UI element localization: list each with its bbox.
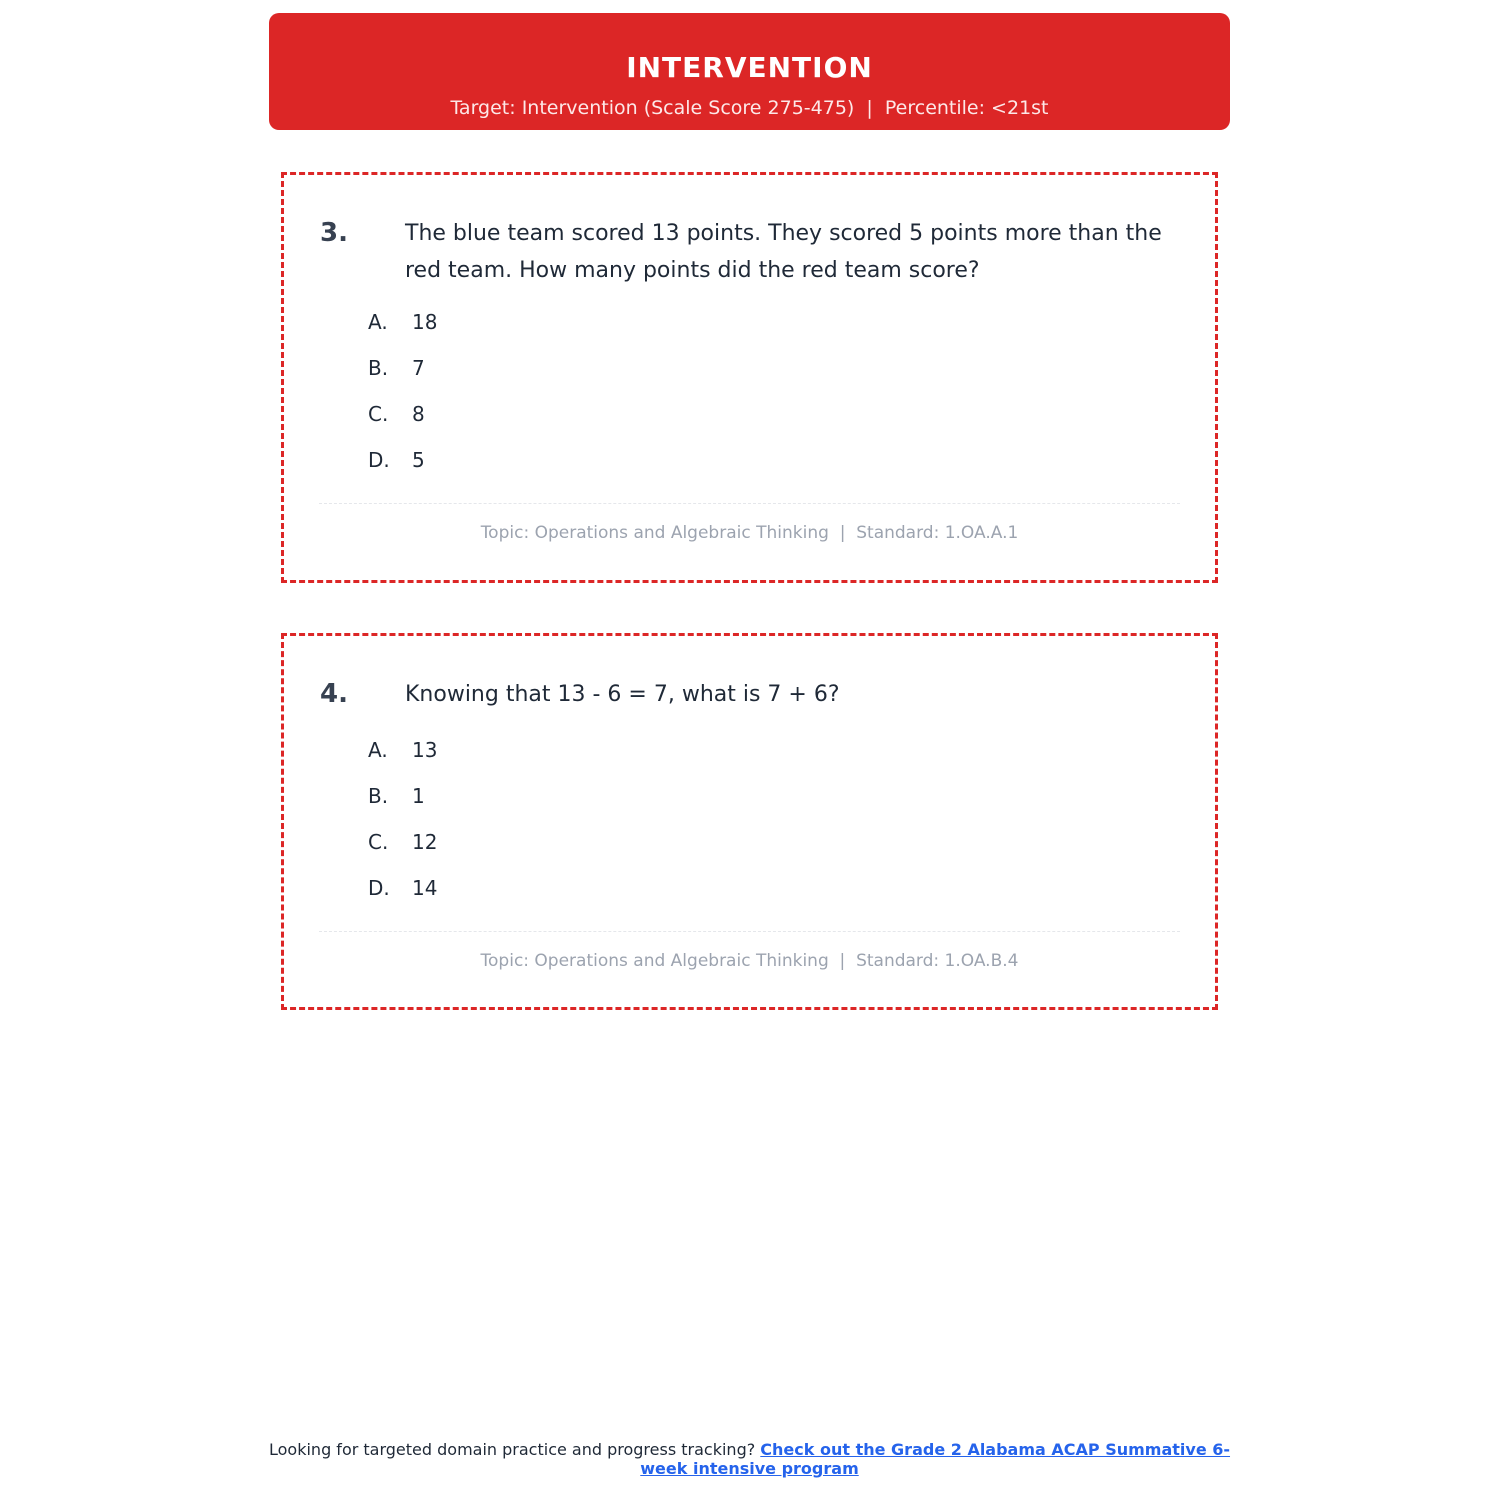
question-text: Knowing that 13 - 6 = 7, what is 7 + 6? [405, 682, 840, 707]
answer-choice-a[interactable] [368, 737, 437, 783]
choice-value: 13 [412, 738, 438, 762]
choice-value: 1 [412, 784, 425, 808]
level-banner [269, 13, 1230, 130]
choice-letter: A. [368, 310, 388, 334]
answer-choice-b[interactable] [368, 355, 437, 401]
banner-title: INTERVENTION [626, 51, 873, 84]
choice-letter: C. [368, 402, 389, 426]
question-card-4 [281, 633, 1218, 1010]
answer-choice-d[interactable] [368, 447, 437, 493]
question-meta: Topic: Operations and Algebraic Thinking | Standard: 1.OA.A.1 [480, 523, 1019, 543]
answer-choice-d[interactable] [368, 875, 437, 921]
answer-choice-a[interactable] [368, 309, 437, 355]
choice-value: 5 [412, 448, 425, 472]
choice-value: 7 [412, 356, 425, 380]
choice-value: 18 [412, 310, 438, 334]
choice-letter: B. [368, 356, 389, 380]
choice-letter: D. [368, 876, 390, 900]
choice-letter: C. [368, 830, 389, 854]
answer-choice-c[interactable] [368, 829, 437, 875]
program-link[interactable]: Check out the Grade 2 Alabama ACAP Summative 6-week intensive program [640, 1440, 1231, 1478]
answer-choice-b[interactable] [368, 783, 437, 829]
question-text: The blue team scored 13 points. They scored 5 points more than the red team. How many points did the red team score? [405, 221, 1162, 283]
answer-choice-c[interactable] [368, 401, 437, 447]
footer-promo [269, 1440, 1230, 1478]
question-card-3 [281, 172, 1218, 583]
question-number: 4. [320, 679, 348, 709]
choice-letter: D. [368, 448, 390, 472]
question-meta: Topic: Operations and Algebraic Thinking | Standard: 1.OA.B.4 [480, 951, 1019, 971]
choice-value: 14 [412, 876, 438, 900]
answer-choices [368, 309, 437, 493]
choice-value: 8 [412, 402, 425, 426]
divider [319, 503, 1180, 504]
answer-choices [368, 737, 437, 921]
question-number: 3. [320, 218, 348, 248]
choice-letter: A. [368, 738, 388, 762]
choice-value: 12 [412, 830, 438, 854]
banner-subtitle: Target: Intervention (Scale Score 275-475) | Percentile: <21st [450, 97, 1049, 119]
choice-letter: B. [368, 784, 389, 808]
footer-text: Looking for targeted domain practice and progress tracking? [269, 1440, 761, 1459]
divider [319, 931, 1180, 932]
